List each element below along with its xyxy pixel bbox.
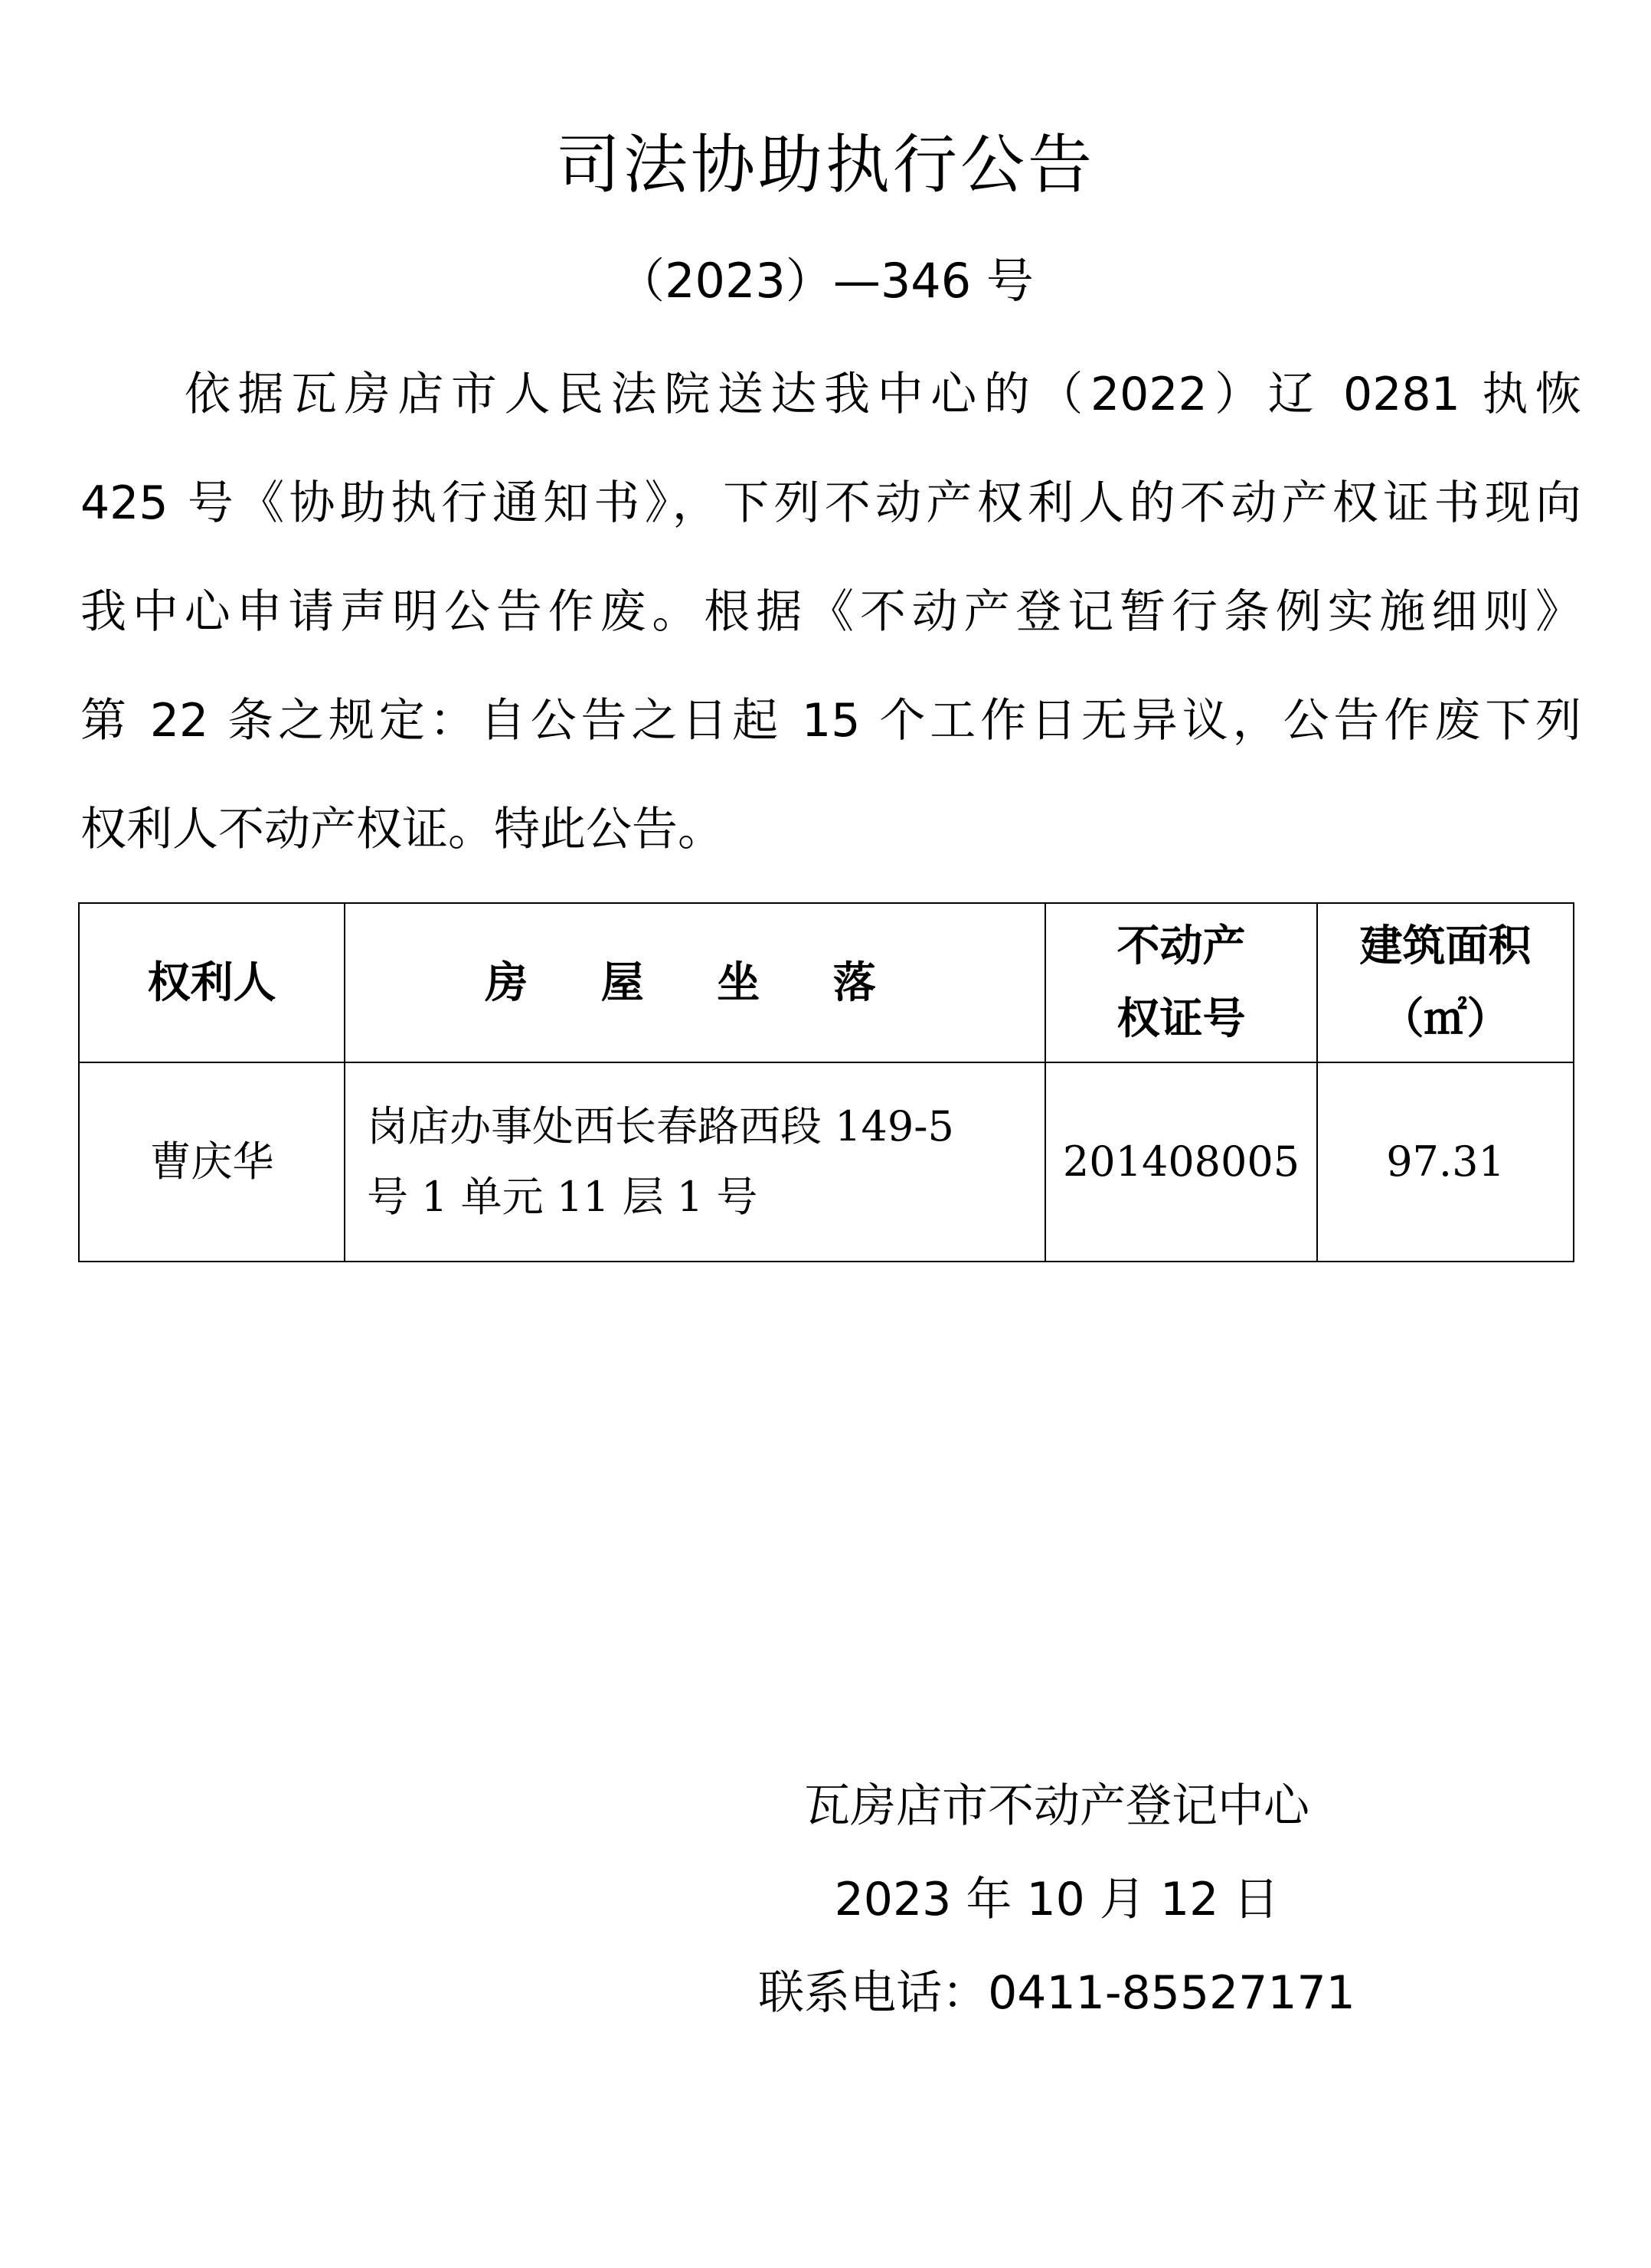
footer-date: 2023 年 10 月 12 日 [834, 1873, 1280, 1926]
header-holder: 权利人 [79, 903, 345, 1062]
property-table [78, 902, 1574, 1262]
header-area [1317, 903, 1574, 1062]
cell-location [345, 1062, 1045, 1262]
footer-contact: 联系电话：0411-85527171 [758, 1966, 1355, 2020]
body-line: 权利人不动产权证。特此公告。 [80, 803, 724, 856]
header-location: 房 屋 坐 落 [345, 903, 1045, 1062]
header-cert-line1: 不动产 [1116, 921, 1246, 971]
table-header-row [79, 903, 1574, 1062]
cell-holder: 曹庆华 [79, 1062, 345, 1262]
body-line: 依据瓦房店市人民法院送达我中心的（2022）辽 0281 执恢 [185, 368, 1581, 421]
table-row [79, 1062, 1574, 1262]
notice-title: 司法协助执行公告 [555, 127, 1095, 202]
body-line: 425 号《协助执行通知书》，下列不动产权利人的不动产权证书现向 [80, 476, 1581, 530]
cell-cert-number: 201408005 [1045, 1062, 1317, 1262]
cell-location-line2: 号 1 单元 11 层 1 号 [367, 1173, 758, 1221]
document-number: （2023）—346 号 [617, 253, 1034, 309]
cell-location-line1: 岗店办事处西长春路西段 149-5 [367, 1102, 954, 1150]
header-area-line2: （㎡） [1381, 994, 1510, 1044]
header-cert-number [1045, 903, 1317, 1062]
body-line: 我中心申请声明公告作废。根据《不动产登记暂行条例实施细则》 [80, 585, 1581, 639]
header-area-line1: 建筑面积 [1359, 921, 1532, 971]
footer-issuer: 瓦房店市不动产登记中心 [804, 1779, 1309, 1833]
header-cert-line2: 权证号 [1116, 994, 1246, 1044]
cell-area: 97.31 [1317, 1062, 1574, 1262]
body-line: 第 22 条之规定：自公告之日起 15 个工作日无异议，公告作废下列 [80, 694, 1581, 748]
